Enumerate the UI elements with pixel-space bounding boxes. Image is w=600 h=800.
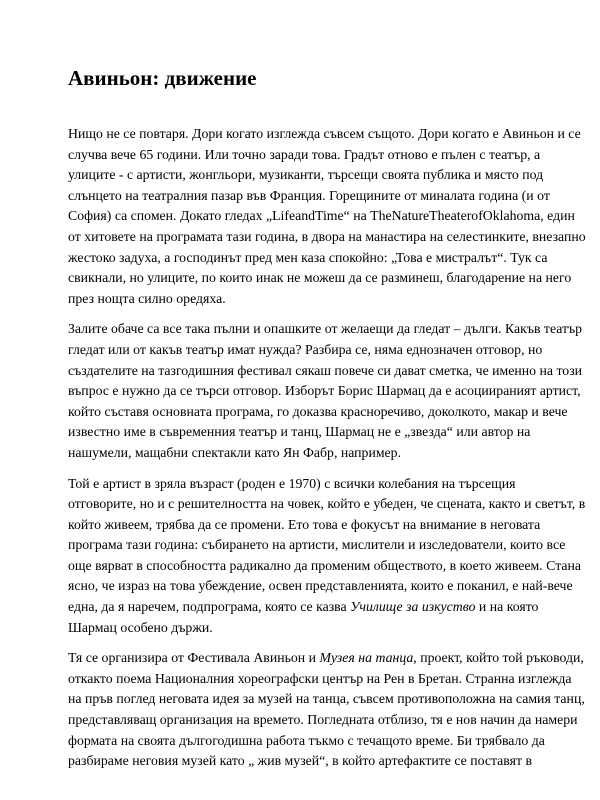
- paragraph-1: [68, 124, 586, 309]
- text-line: който съставя основната програма, го доказва красноречиво, доколкото, макар и вече: [68, 403, 568, 419]
- text-line: Залите обаче са все така пълни и опашките от желаещи да гледат – дълги. Какъв театър: [68, 321, 583, 337]
- text-line: слънцето на театралния пазар във Франция. Горещините от миналата година (и от: [68, 187, 550, 203]
- text-line: на пръв поглед неговата идея за музей на танца, съвсем противоположна на самия танц,: [68, 691, 585, 707]
- text-line: нашумели, мащабни спектакли като Ян Фабр, например.: [68, 444, 402, 460]
- text-line: случва вече 65 години. Или точно заради това. Градът отново е пълен с театър, а: [68, 146, 541, 162]
- text-line: откакто поема Националния хореографски център на Рен в Бретан. Странна изглежда: [68, 670, 572, 686]
- text-line: представляващ организация на времето. Погледната отблизо, тя е нов начин да намери: [68, 712, 578, 728]
- text-line: разбираме неговия музей като „ жив музей“, в който артефактите се поставят в: [68, 753, 532, 769]
- text-line: създателите на тазгодишния фестивал сякаш повече си дават сметка, че именно на този: [68, 362, 583, 378]
- text-line: още вярват в способността радикално да променим обществото, в което живеем. Стана: [68, 557, 582, 573]
- page-title: Авиньон: движение: [68, 66, 257, 90]
- text-line: София) са спомен. Докато гледах „LifeandTime“ на TheNatureTheaterofOklahoma, един: [68, 208, 575, 224]
- text-line: свикнали, но улиците, по които инак не можеш да се разминеш, благодарение на него: [68, 270, 572, 286]
- text-line: Шармац особено държи.: [68, 619, 213, 635]
- text-line: [68, 648, 584, 669]
- text-line: през нощта силно оредяха.: [68, 290, 226, 306]
- text-run: , проект, който той ръководи,: [413, 650, 584, 666]
- text-run: една, да я наречем, подпрограма, която се казва: [68, 599, 351, 615]
- text-line: който живеем, трябва да се промени. Ето това е фокусът на внимание в неговата: [68, 516, 541, 532]
- text-line: жестоко задуха, а господинът пред мен каза спокойно: „Това е мистралът“. Тук са: [68, 249, 548, 265]
- article-body: [68, 124, 586, 782]
- paragraph-3: [68, 474, 586, 639]
- text-line: гледат или от какъв театър имат нужда? Разбира се, няма еднозначен отговор, но: [68, 341, 543, 357]
- text-line: Той е артист в зряла възраст (роден е 1970) с всички колебания на търсещия: [68, 475, 516, 491]
- text-run: Тя се организира от Фестивала Авиньон и: [68, 650, 320, 666]
- text-run: и на която: [475, 599, 539, 615]
- text-line: [68, 597, 539, 618]
- text-line: формата на своята дългогодишна работа тъкмо с течащото време. Би трябвало да: [68, 732, 545, 748]
- text-line: отговорите, но и с решителността на човек, който е убеден, че сцената, както и светът, в: [68, 496, 586, 512]
- paragraph-2: [68, 319, 583, 463]
- text-line: програма тази година: събирането на артисти, мислители и изследователи, които все: [68, 537, 566, 553]
- text-line: ясно, че израз на това убеждение, освен представленията, които е поканил, е най-вече: [68, 578, 573, 594]
- italic-title-school-of-art: Училище за изкуство: [350, 599, 476, 615]
- text-line: от хитовете на програмата тази година, в двора на манастира на селестинките, внезапно: [68, 228, 586, 244]
- text-line: известно име в съвременния театър и танц, Шармац не е „звезда“ или автор на: [68, 424, 531, 440]
- text-line: въпрос е нужно да се търси отговор. Изборът Борис Шармац да е асоциираният артист,: [68, 383, 581, 399]
- text-line: Нищо не се повтаря. Дори когато изглежда съвсем същото. Дори когато е Авиньон и се: [68, 126, 581, 141]
- text-line: улиците - с артисти, жонгльори, музиканти, търсещи своята публика и място под: [68, 167, 544, 183]
- italic-title-dance-museum: Музея на танца: [319, 650, 414, 666]
- paragraph-4: [68, 648, 585, 772]
